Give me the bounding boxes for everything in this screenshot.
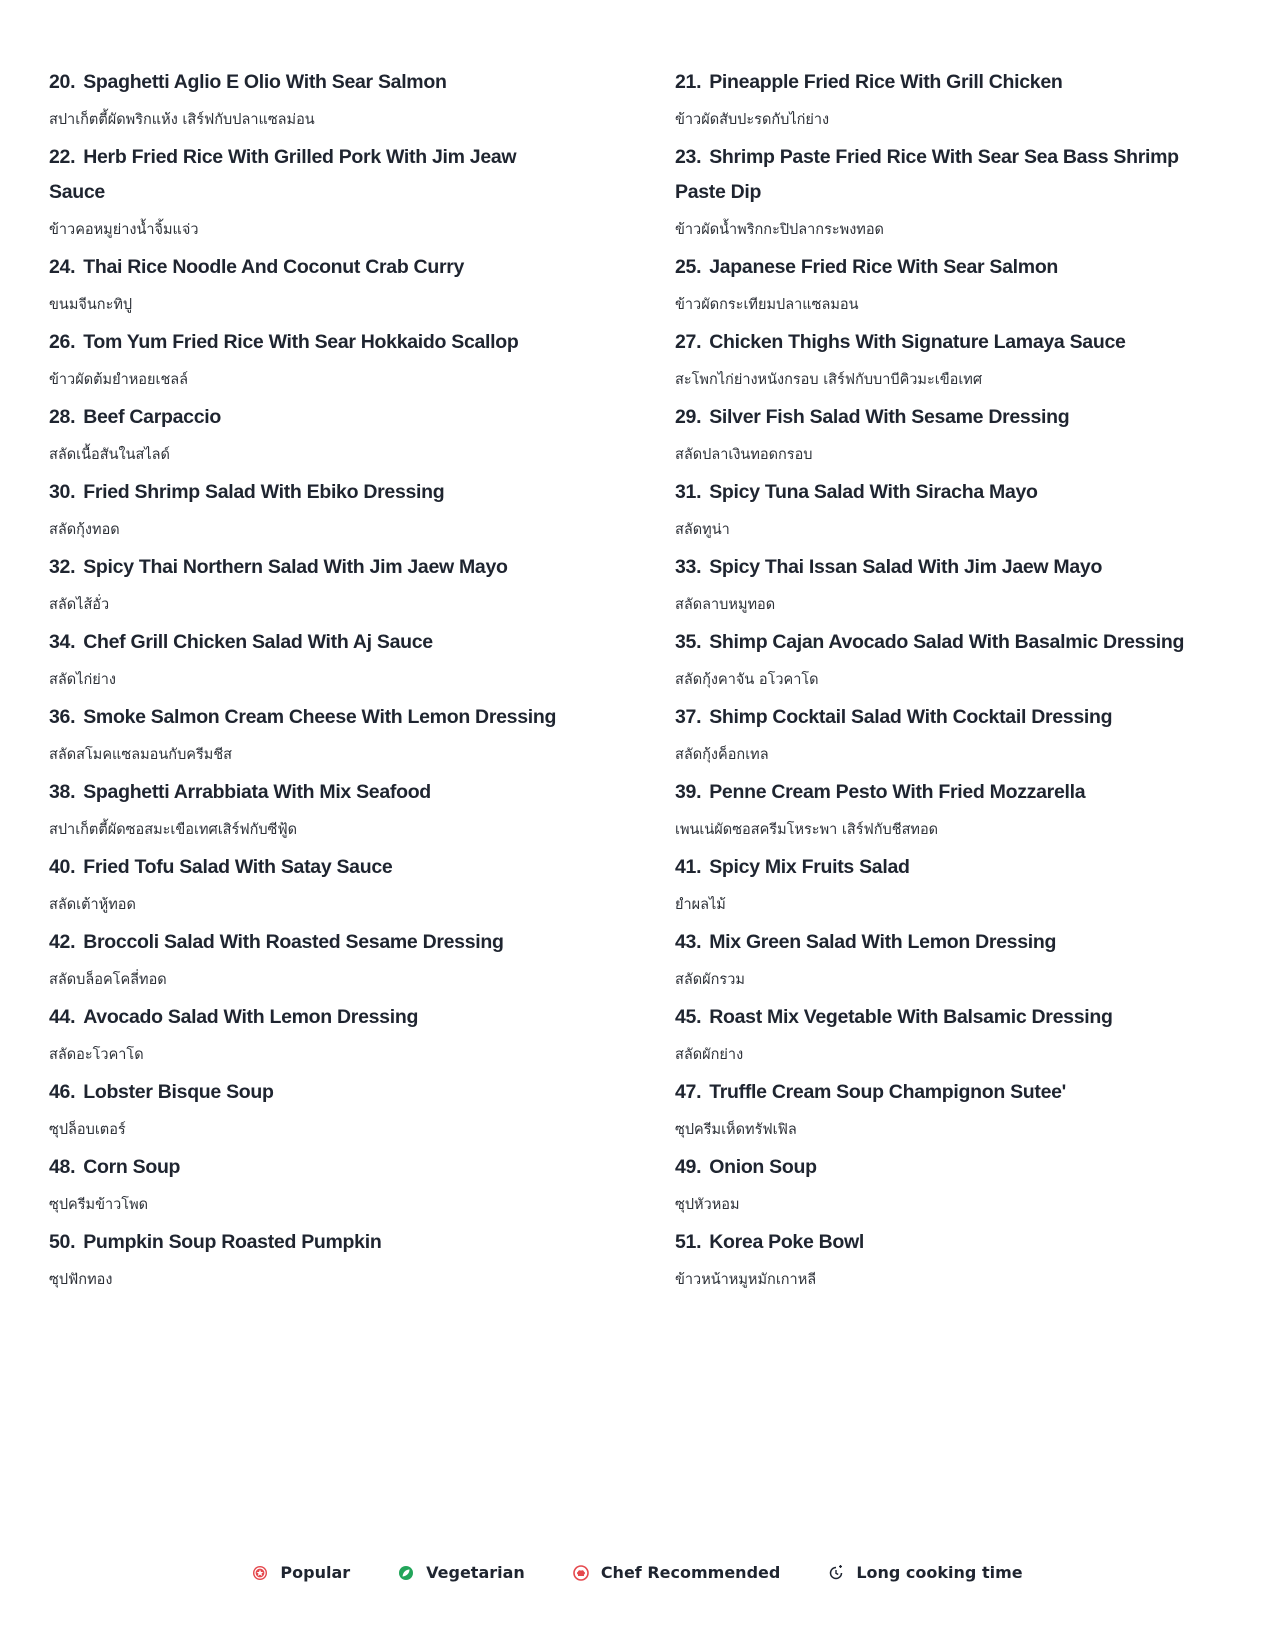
- menu-item: [49, 772, 569, 847]
- menu-item: [675, 1072, 1195, 1147]
- item-thai-name: สปาเก็ตตี้ผัดพริกแห้ง เสิร์ฟกับปลาแซลม่อน: [49, 112, 315, 128]
- item-number: 44.: [49, 1006, 76, 1028]
- item-number: 39.: [675, 781, 702, 803]
- item-name: [675, 922, 1195, 960]
- menu-item: [49, 622, 569, 697]
- menu-item: [49, 1222, 569, 1297]
- item-number: 28.: [49, 406, 76, 428]
- menu-item: [675, 1222, 1195, 1297]
- item-title: Thai Rice Noodle And Coconut Crab Curry: [83, 256, 465, 278]
- item-number: 27.: [675, 331, 702, 353]
- menu-item: [49, 922, 569, 997]
- item-name: [675, 997, 1195, 1035]
- item-title: Japanese Fried Rice With Sear Salmon: [709, 256, 1059, 278]
- item-name: [675, 1147, 1195, 1185]
- item-number: 20.: [49, 71, 76, 93]
- legend: [0, 1563, 1275, 1582]
- item-title: Tom Yum Fried Rice With Sear Hokkaido Scallop: [83, 331, 519, 353]
- item-number: 49.: [675, 1156, 702, 1178]
- menu-item: [675, 397, 1195, 472]
- item-title: Broccoli Salad With Roasted Sesame Dressing: [83, 931, 504, 953]
- item-title: Spaghetti Arrabbiata With Mix Seafood: [83, 781, 431, 803]
- item-thai-name: ขนมจีนกะทิปู: [49, 297, 133, 313]
- item-thai-name: เพนเน่ผัดซอสครีมโหระพา เสิร์ฟกับชีสทอด: [675, 822, 939, 838]
- item-thai-name: สลัดปลาเงินทอดกรอบ: [675, 447, 813, 463]
- menu-item: [49, 1072, 569, 1147]
- item-number: 34.: [49, 631, 76, 653]
- item-name: [49, 1147, 569, 1185]
- item-number: 30.: [49, 481, 76, 503]
- vegetarian-icon: [398, 1565, 414, 1581]
- item-thai-name: ซุปล็อบเตอร์: [49, 1122, 126, 1138]
- menu-item: [675, 137, 1195, 247]
- legend-popular-label: Popular: [280, 1563, 351, 1582]
- item-title: Shrimp Paste Fried Rice With Sear Sea Bass Shrimp Paste Dip: [675, 146, 1179, 203]
- item-number: 40.: [49, 856, 76, 878]
- legend-vegetarian-label: Vegetarian: [426, 1563, 525, 1582]
- item-number: 50.: [49, 1231, 76, 1253]
- item-number: 21.: [675, 71, 702, 93]
- item-title: Chicken Thighs With Signature Lamaya Sauce: [709, 331, 1126, 353]
- item-number: 36.: [49, 706, 76, 728]
- item-number: 33.: [675, 556, 702, 578]
- menu-item: [49, 62, 569, 137]
- item-thai-name: สลัดบล็อคโคลี่ทอด: [49, 972, 167, 988]
- menu-item: [49, 697, 569, 772]
- item-thai-name: สลัดไก่ย่าง: [49, 672, 116, 688]
- menu-item: [49, 397, 569, 472]
- item-name: [49, 247, 569, 285]
- item-name: [675, 547, 1195, 585]
- item-title: Spaghetti Aglio E Olio With Sear Salmon: [83, 71, 447, 93]
- menu-item: [49, 137, 569, 247]
- item-thai-name: ข้าวหน้าหมูหมักเกาหลี: [675, 1272, 817, 1288]
- item-thai-name: ข้าวผัดน้ำพริกกะปิปลากระพงทอด: [675, 222, 884, 238]
- item-name: [675, 622, 1195, 660]
- menu-item: [49, 247, 569, 322]
- item-name: [675, 62, 1195, 100]
- item-title: Fried Shrimp Salad With Ebiko Dressing: [83, 481, 445, 503]
- item-name: [675, 847, 1195, 885]
- item-name: [675, 1072, 1195, 1110]
- item-title: Roast Mix Vegetable With Balsamic Dressing: [709, 1006, 1113, 1028]
- item-title: Pumpkin Soup Roasted Pumpkin: [83, 1231, 382, 1253]
- item-thai-name: สลัดผักย่าง: [675, 1047, 744, 1063]
- item-title: Smoke Salmon Cream Cheese With Lemon Dressing: [83, 706, 557, 728]
- legend-long-label: Long cooking time: [856, 1563, 1023, 1582]
- menu-item: [675, 62, 1195, 137]
- menu-item: [49, 322, 569, 397]
- menu-item: [675, 922, 1195, 997]
- item-name: [675, 137, 1195, 210]
- item-name: [49, 922, 569, 960]
- item-number: 23.: [675, 146, 702, 168]
- menu-item: [675, 472, 1195, 547]
- item-name: [49, 622, 569, 660]
- item-number: 29.: [675, 406, 702, 428]
- menu-item: [675, 322, 1195, 397]
- item-thai-name: ซุปครีมข้าวโพด: [49, 1197, 149, 1213]
- item-name: [49, 1072, 569, 1110]
- menu-item: [675, 772, 1195, 847]
- item-number: 43.: [675, 931, 702, 953]
- menu-item: [675, 697, 1195, 772]
- item-title: Spicy Tuna Salad With Siracha Mayo: [709, 481, 1038, 503]
- item-title: Beef Carpaccio: [83, 406, 221, 428]
- item-name: [675, 397, 1195, 435]
- item-thai-name: สลัดเต้าหู้ทอด: [49, 897, 136, 913]
- item-title: Korea Poke Bowl: [709, 1231, 865, 1253]
- item-number: 42.: [49, 931, 76, 953]
- legend-chef-recommended: [573, 1563, 781, 1582]
- item-number: 25.: [675, 256, 702, 278]
- chef-hat-icon: [573, 1565, 589, 1581]
- item-number: 26.: [49, 331, 76, 353]
- item-thai-name: ซุปครีมเห็ดทรัฟเฟิล: [675, 1122, 797, 1138]
- item-title: Spicy Mix Fruits Salad: [709, 856, 910, 878]
- item-title: Chef Grill Chicken Salad With Aj Sauce: [83, 631, 433, 653]
- menu-grid: [49, 62, 1189, 1297]
- item-title: Pineapple Fried Rice With Grill Chicken: [709, 71, 1063, 93]
- menu-item: [675, 847, 1195, 922]
- item-name: [49, 397, 569, 435]
- item-number: 46.: [49, 1081, 76, 1103]
- item-thai-name: สลัดกุ้งคาจัน อโวคาโด: [675, 672, 819, 688]
- item-thai-name: สะโพกไก่ย่างหนังกรอบ เสิร์ฟกับบาบีคิวมะเขือเทศ: [675, 372, 983, 388]
- item-title: Penne Cream Pesto With Fried Mozzarella: [709, 781, 1086, 803]
- item-thai-name: สลัดกุ้งทอด: [49, 522, 120, 538]
- menu-item: [49, 847, 569, 922]
- item-name: [675, 247, 1195, 285]
- item-thai-name: ข้าวผัดกระเทียมปลาแซลมอน: [675, 297, 859, 313]
- legend-chef-label: Chef Recommended: [600, 1563, 781, 1582]
- item-number: 41.: [675, 856, 702, 878]
- item-name: [49, 137, 569, 210]
- item-number: 32.: [49, 556, 76, 578]
- item-number: 24.: [49, 256, 76, 278]
- item-number: 45.: [675, 1006, 702, 1028]
- item-name: [49, 547, 569, 585]
- item-title: Lobster Bisque Soup: [83, 1081, 274, 1103]
- item-name: [675, 472, 1195, 510]
- item-title: Shimp Cocktail Salad With Cocktail Dressing: [709, 706, 1113, 728]
- item-name: [49, 772, 569, 810]
- item-name: [49, 697, 569, 735]
- item-number: 22.: [49, 146, 76, 168]
- item-thai-name: ข้าวคอหมูย่างน้ำจิ้มแจ่ว: [49, 222, 199, 238]
- item-number: 47.: [675, 1081, 702, 1103]
- item-name: [675, 772, 1195, 810]
- item-title: Fried Tofu Salad With Satay Sauce: [83, 856, 393, 878]
- item-thai-name: สลัดเนื้อสันในสไลด์: [49, 447, 170, 463]
- menu-item: [675, 997, 1195, 1072]
- item-name: [675, 322, 1195, 360]
- item-number: 51.: [675, 1231, 702, 1253]
- menu-item: [675, 247, 1195, 322]
- legend-long-cooking: [828, 1563, 1022, 1582]
- menu-item: [49, 472, 569, 547]
- item-title: Avocado Salad With Lemon Dressing: [83, 1006, 419, 1028]
- item-name: [49, 997, 569, 1035]
- item-title: Spicy Thai Northern Salad With Jim Jaew Mayo: [83, 556, 508, 578]
- item-title: Herb Fried Rice With Grilled Pork With Jim Jeaw Sauce: [49, 146, 517, 203]
- item-title: Silver Fish Salad With Sesame Dressing: [709, 406, 1070, 428]
- item-name: [49, 62, 569, 100]
- item-name: [49, 322, 569, 360]
- item-name: [675, 1222, 1195, 1260]
- clock-icon: [828, 1565, 844, 1581]
- item-thai-name: สปาเก็ตตี้ผัดซอสมะเขือเทศเสิร์ฟกับซีฟู้ด: [49, 822, 298, 838]
- menu-item: [49, 997, 569, 1072]
- item-thai-name: ข้าวผัดต้มยำหอยเชลล์: [49, 372, 189, 388]
- item-title: Corn Soup: [83, 1156, 181, 1178]
- item-title: Spicy Thai Issan Salad With Jim Jaew Mayo: [709, 556, 1103, 578]
- item-name: [49, 847, 569, 885]
- item-thai-name: สลัดสโมคแซลมอนกับครีมชีส: [49, 747, 233, 763]
- item-title: Mix Green Salad With Lemon Dressing: [709, 931, 1057, 953]
- item-number: 31.: [675, 481, 702, 503]
- item-name: [675, 697, 1195, 735]
- item-title: Shimp Cajan Avocado Salad With Basalmic Dressing: [709, 631, 1185, 653]
- legend-popular: [252, 1563, 350, 1582]
- item-thai-name: ยำผลไม้: [675, 897, 726, 913]
- menu-item: [49, 547, 569, 622]
- item-number: 37.: [675, 706, 702, 728]
- item-thai-name: ซุปหัวหอม: [675, 1197, 740, 1213]
- menu-item: [675, 622, 1195, 697]
- item-number: 38.: [49, 781, 76, 803]
- legend-vegetarian: [398, 1563, 525, 1582]
- item-thai-name: สลัดกุ้งค็อกเทล: [675, 747, 769, 763]
- item-title: Onion Soup: [709, 1156, 817, 1178]
- item-title: Truffle Cream Soup Champignon Sutee': [709, 1081, 1067, 1103]
- item-thai-name: สลัดผักรวม: [675, 972, 745, 988]
- item-number: 35.: [675, 631, 702, 653]
- popular-icon: [252, 1565, 268, 1581]
- menu-item: [49, 1147, 569, 1222]
- item-number: 48.: [49, 1156, 76, 1178]
- item-thai-name: สลัดอะโวคาโด: [49, 1047, 144, 1063]
- item-thai-name: สลัดทูน่า: [675, 522, 730, 538]
- item-thai-name: ซุปฟักทอง: [49, 1272, 113, 1288]
- item-thai-name: สลัดไส้อั่ว: [49, 597, 110, 613]
- item-name: [49, 1222, 569, 1260]
- item-thai-name: สลัดลาบหมูทอด: [675, 597, 776, 613]
- menu-item: [675, 1147, 1195, 1222]
- item-thai-name: ข้าวผัดสับปะรดกับไก่ย่าง: [675, 112, 830, 128]
- item-name: [49, 472, 569, 510]
- menu-item: [675, 547, 1195, 622]
